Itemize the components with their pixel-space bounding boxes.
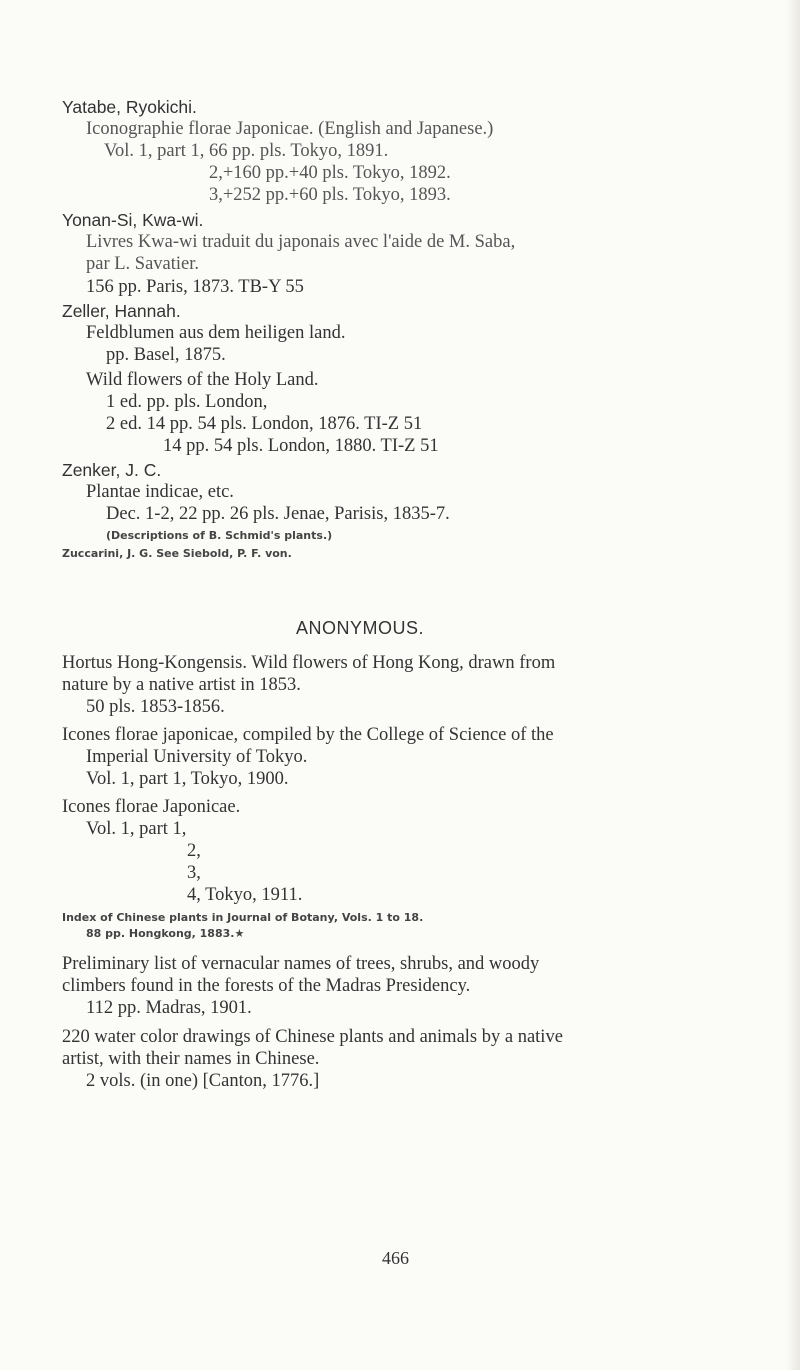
entry-publication: Vol. 1, part 1, Tokyo, 1900. bbox=[86, 769, 289, 789]
entry-title: Index of Chinese plants in Journal of Botany, Vols. 1 to 18. bbox=[62, 911, 424, 924]
entry-title: Feldblumen aus dem heiligen land. bbox=[86, 323, 346, 343]
entry-title: Iconographie florae Japonicae. (English and Japanese.) bbox=[86, 119, 494, 139]
entry-publication: 50 pls. 1853-1856. bbox=[86, 697, 225, 717]
section-heading: ANONYMOUS. bbox=[296, 618, 425, 638]
entry-publication: 2 vols. (in one) [Canton, 1776.] bbox=[86, 1071, 320, 1091]
entry-volume: 2, bbox=[187, 841, 201, 861]
entry-author: Zeller, Hannah. bbox=[62, 301, 181, 321]
entry-edition: 1 ed. pp. pls. London, bbox=[106, 392, 268, 412]
entry-volume: 3, bbox=[187, 863, 201, 883]
entry-edition: 2 ed. 14 pp. 54 pls. London, 1876. TI-Z 51 bbox=[106, 414, 423, 434]
entry-title: par L. Savatier. bbox=[86, 254, 200, 274]
entry-note: (Descriptions of B. Schmid's plants.) bbox=[106, 529, 333, 542]
entry-edition: 14 pp. 54 pls. London, 1880. TI-Z 51 bbox=[163, 436, 439, 456]
entry-title: artist, with their names in Chinese. bbox=[62, 1049, 320, 1069]
page-edge-shadow bbox=[786, 0, 800, 1370]
entry-volume: 2,+160 pp.+40 pls. Tokyo, 1892. bbox=[209, 163, 451, 183]
entry-author: Zenker, J. C. bbox=[62, 460, 162, 480]
entry-title: Preliminary list of vernacular names of trees, shrubs, and woody bbox=[62, 954, 540, 974]
entry-volume: Vol. 1, part 1, bbox=[86, 819, 187, 839]
entry-title: Imperial University of Tokyo. bbox=[86, 747, 308, 767]
entry-publication: 112 pp. Madras, 1901. bbox=[86, 998, 252, 1018]
entry-author: Yatabe, Ryokichi. bbox=[62, 97, 197, 117]
entry-volume: Vol. 1, part 1, 66 pp. pls. Tokyo, 1891. bbox=[104, 141, 389, 161]
entry-title: nature by a native artist in 1853. bbox=[62, 675, 301, 695]
entry-title: Icones florae Japonicae. bbox=[62, 797, 241, 817]
entry-publication: 88 pp. Hongkong, 1883.★ bbox=[86, 927, 245, 940]
cross-reference: Zuccarini, J. G. See Siebold, P. F. von. bbox=[62, 547, 292, 560]
entry-volume: 3,+252 pp.+60 pls. Tokyo, 1893. bbox=[209, 185, 451, 205]
entry-title: Wild flowers of the Holy Land. bbox=[86, 370, 319, 390]
entry-title: 220 water color drawings of Chinese plants and animals by a native bbox=[62, 1027, 563, 1047]
entry-volume: 4, Tokyo, 1911. bbox=[187, 885, 303, 905]
page-number: 466 bbox=[382, 1248, 409, 1268]
entry-author: Yonan-Si, Kwa-wi. bbox=[62, 210, 204, 230]
entry-title: Plantae indicae, etc. bbox=[86, 482, 234, 502]
entry-title: climbers found in the forests of the Madras Presidency. bbox=[62, 976, 471, 996]
entry-publication: Dec. 1-2, 22 pp. 26 pls. Jenae, Parisis, 1835-7. bbox=[106, 504, 450, 524]
entry-title: Icones florae japonicae, compiled by the College of Science of the bbox=[62, 725, 554, 745]
entry-title: Hortus Hong-Kongensis. Wild flowers of Hong Kong, drawn from bbox=[62, 653, 556, 673]
entry-publication: 156 pp. Paris, 1873. TB-Y 55 bbox=[86, 277, 304, 297]
entry-publication: pp. Basel, 1875. bbox=[106, 345, 226, 365]
entry-title: Livres Kwa-wi traduit du japonais avec l'aide de M. Saba, bbox=[86, 232, 516, 252]
